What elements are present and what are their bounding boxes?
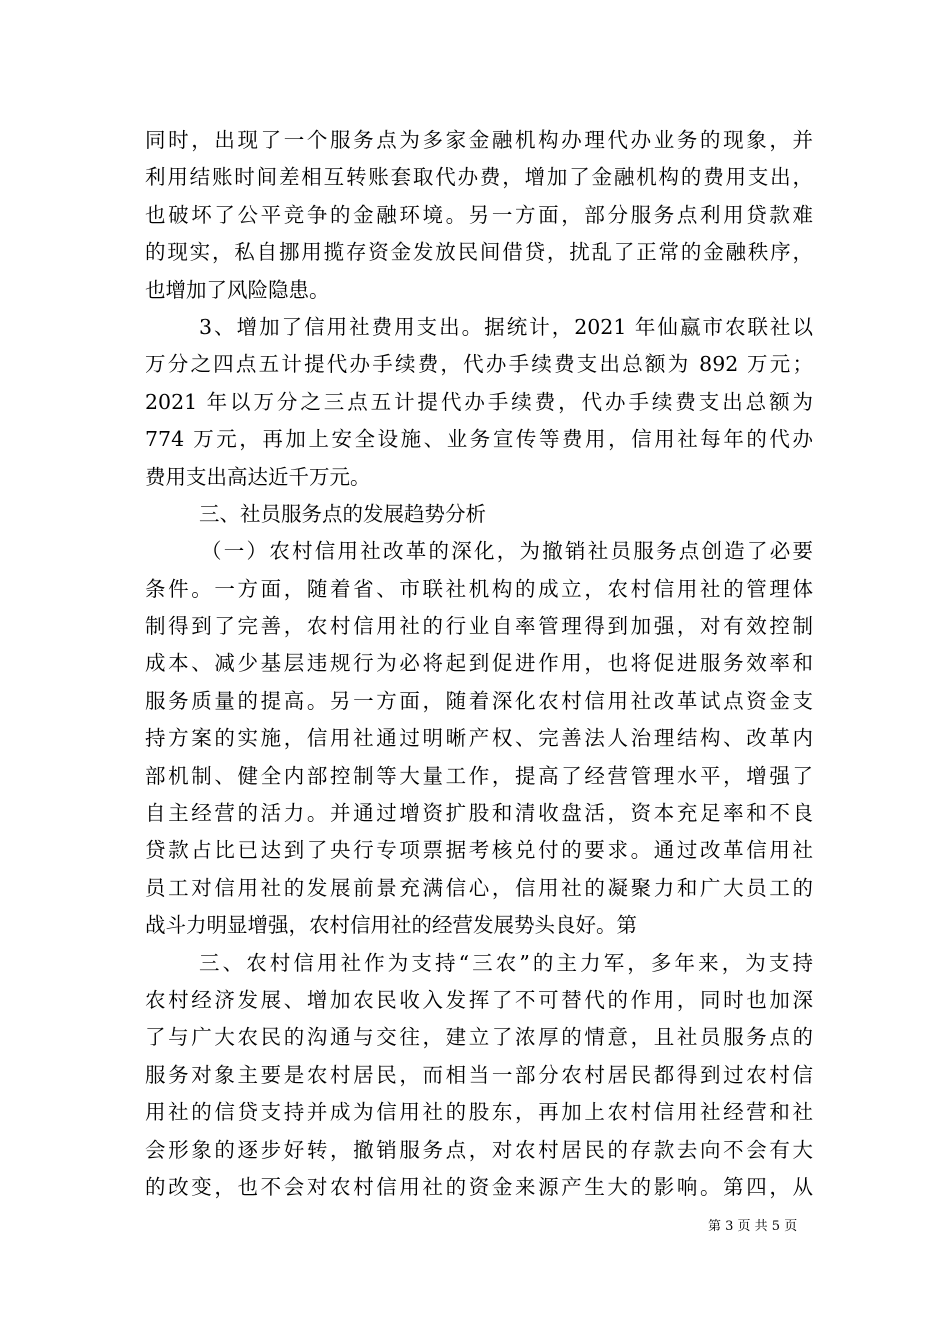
text-line: 3、增加了信用社费用支出。据统计，2021 年仙嬴市农联社以 xyxy=(199,314,813,339)
text-line: 的改变，也不会对农村信用社的资金来源产生大的影响。第四，从 xyxy=(145,1174,813,1199)
text-line: 成本、减少基层违规行为必将起到促进作用，也将促进服务效率和 xyxy=(145,651,813,676)
text-line: 服务对象主要是农村居民，而相当一部分农村居民都得到过农村信 xyxy=(145,1062,813,1087)
text-line: 也增加了风险隐患。 xyxy=(145,277,330,302)
page-number: 第 3 页 共 5 页 xyxy=(708,1219,798,1234)
text-line: 会形象的逐步好转，撤销服务点，对农村居民的存款去向不会有大 xyxy=(145,1137,813,1162)
text-line: 万分之四点五计提代办手续费，代办手续费支出总额为 892 万元； xyxy=(145,352,813,377)
text-line: 用社的信贷支持并成为信用社的股东，再加上农村信用社经营和社 xyxy=(145,1100,813,1125)
body-text xyxy=(145,122,813,1206)
text-line: 农村经济发展、增加农民收入发挥了不可替代的作用，同时也加深 xyxy=(145,987,813,1012)
text-line: 员工对信用社的发展前景充满信心，信用社的凝聚力和广大员工的 xyxy=(145,875,813,900)
text-line: 774 万元，再加上安全设施、业务宣传等费用，信用社每年的代办 xyxy=(145,427,813,452)
text-line: 服务质量的提高。另一方面，随着深化农村信用社改革试点资金支 xyxy=(145,688,813,713)
section-heading: 三、社员服务点的发展趋势分析 xyxy=(199,501,486,526)
text-line: 贷款占比已达到了央行专项票据考核兑付的要求。通过改革信用社 xyxy=(145,838,813,863)
text-line: 制得到了完善，农村信用社的行业自率管理得到加强，对有效控制 xyxy=(145,614,813,639)
text-line: 的现实，私自挪用揽存资金发放民间借贷，扰乱了正常的金融秩序， xyxy=(145,240,813,265)
text-line: 自主经营的活力。并通过增资扩股和清收盘活，资本充足率和不良 xyxy=(145,801,813,826)
text-line: 也破坏了公平竞争的金融环境。另一方面，部分服务点利用贷款难 xyxy=(145,202,813,227)
text-line: 持方案的实施，信用社通过明晰产权、完善法人治理结构、改革内 xyxy=(145,726,813,751)
text-line: 战斗力明显增强，农村信用社的经营发展势头良好。第 xyxy=(145,913,637,938)
text-line: 条件。一方面，随着省、市联社机构的成立，农村信用社的管理体 xyxy=(145,576,813,601)
text-line: 利用结账时间差相互转账套取代办费，增加了金融机构的费用支出， xyxy=(145,165,813,190)
text-line: 2021 年以万分之三点五计提代办手续费，代办手续费支出总额为 xyxy=(145,389,813,414)
text-line: 三、农村信用社作为支持“三农”的主力军，多年来，为支持 xyxy=(199,950,813,975)
text-line: （一）农村信用社改革的深化，为撤销社员服务点创造了必要 xyxy=(201,539,813,564)
text-line: 费用支出高达近千万元。 xyxy=(145,464,371,489)
text-line: 了与广大农民的沟通与交往，建立了浓厚的情意，且社员服务点的 xyxy=(145,1025,813,1050)
text-line: 同时，出现了一个服务点为多家金融机构办理代办业务的现象，并 xyxy=(145,128,813,152)
text-line: 部机制、健全内部控制等大量工作，提高了经营管理水平，增强了 xyxy=(145,763,813,788)
